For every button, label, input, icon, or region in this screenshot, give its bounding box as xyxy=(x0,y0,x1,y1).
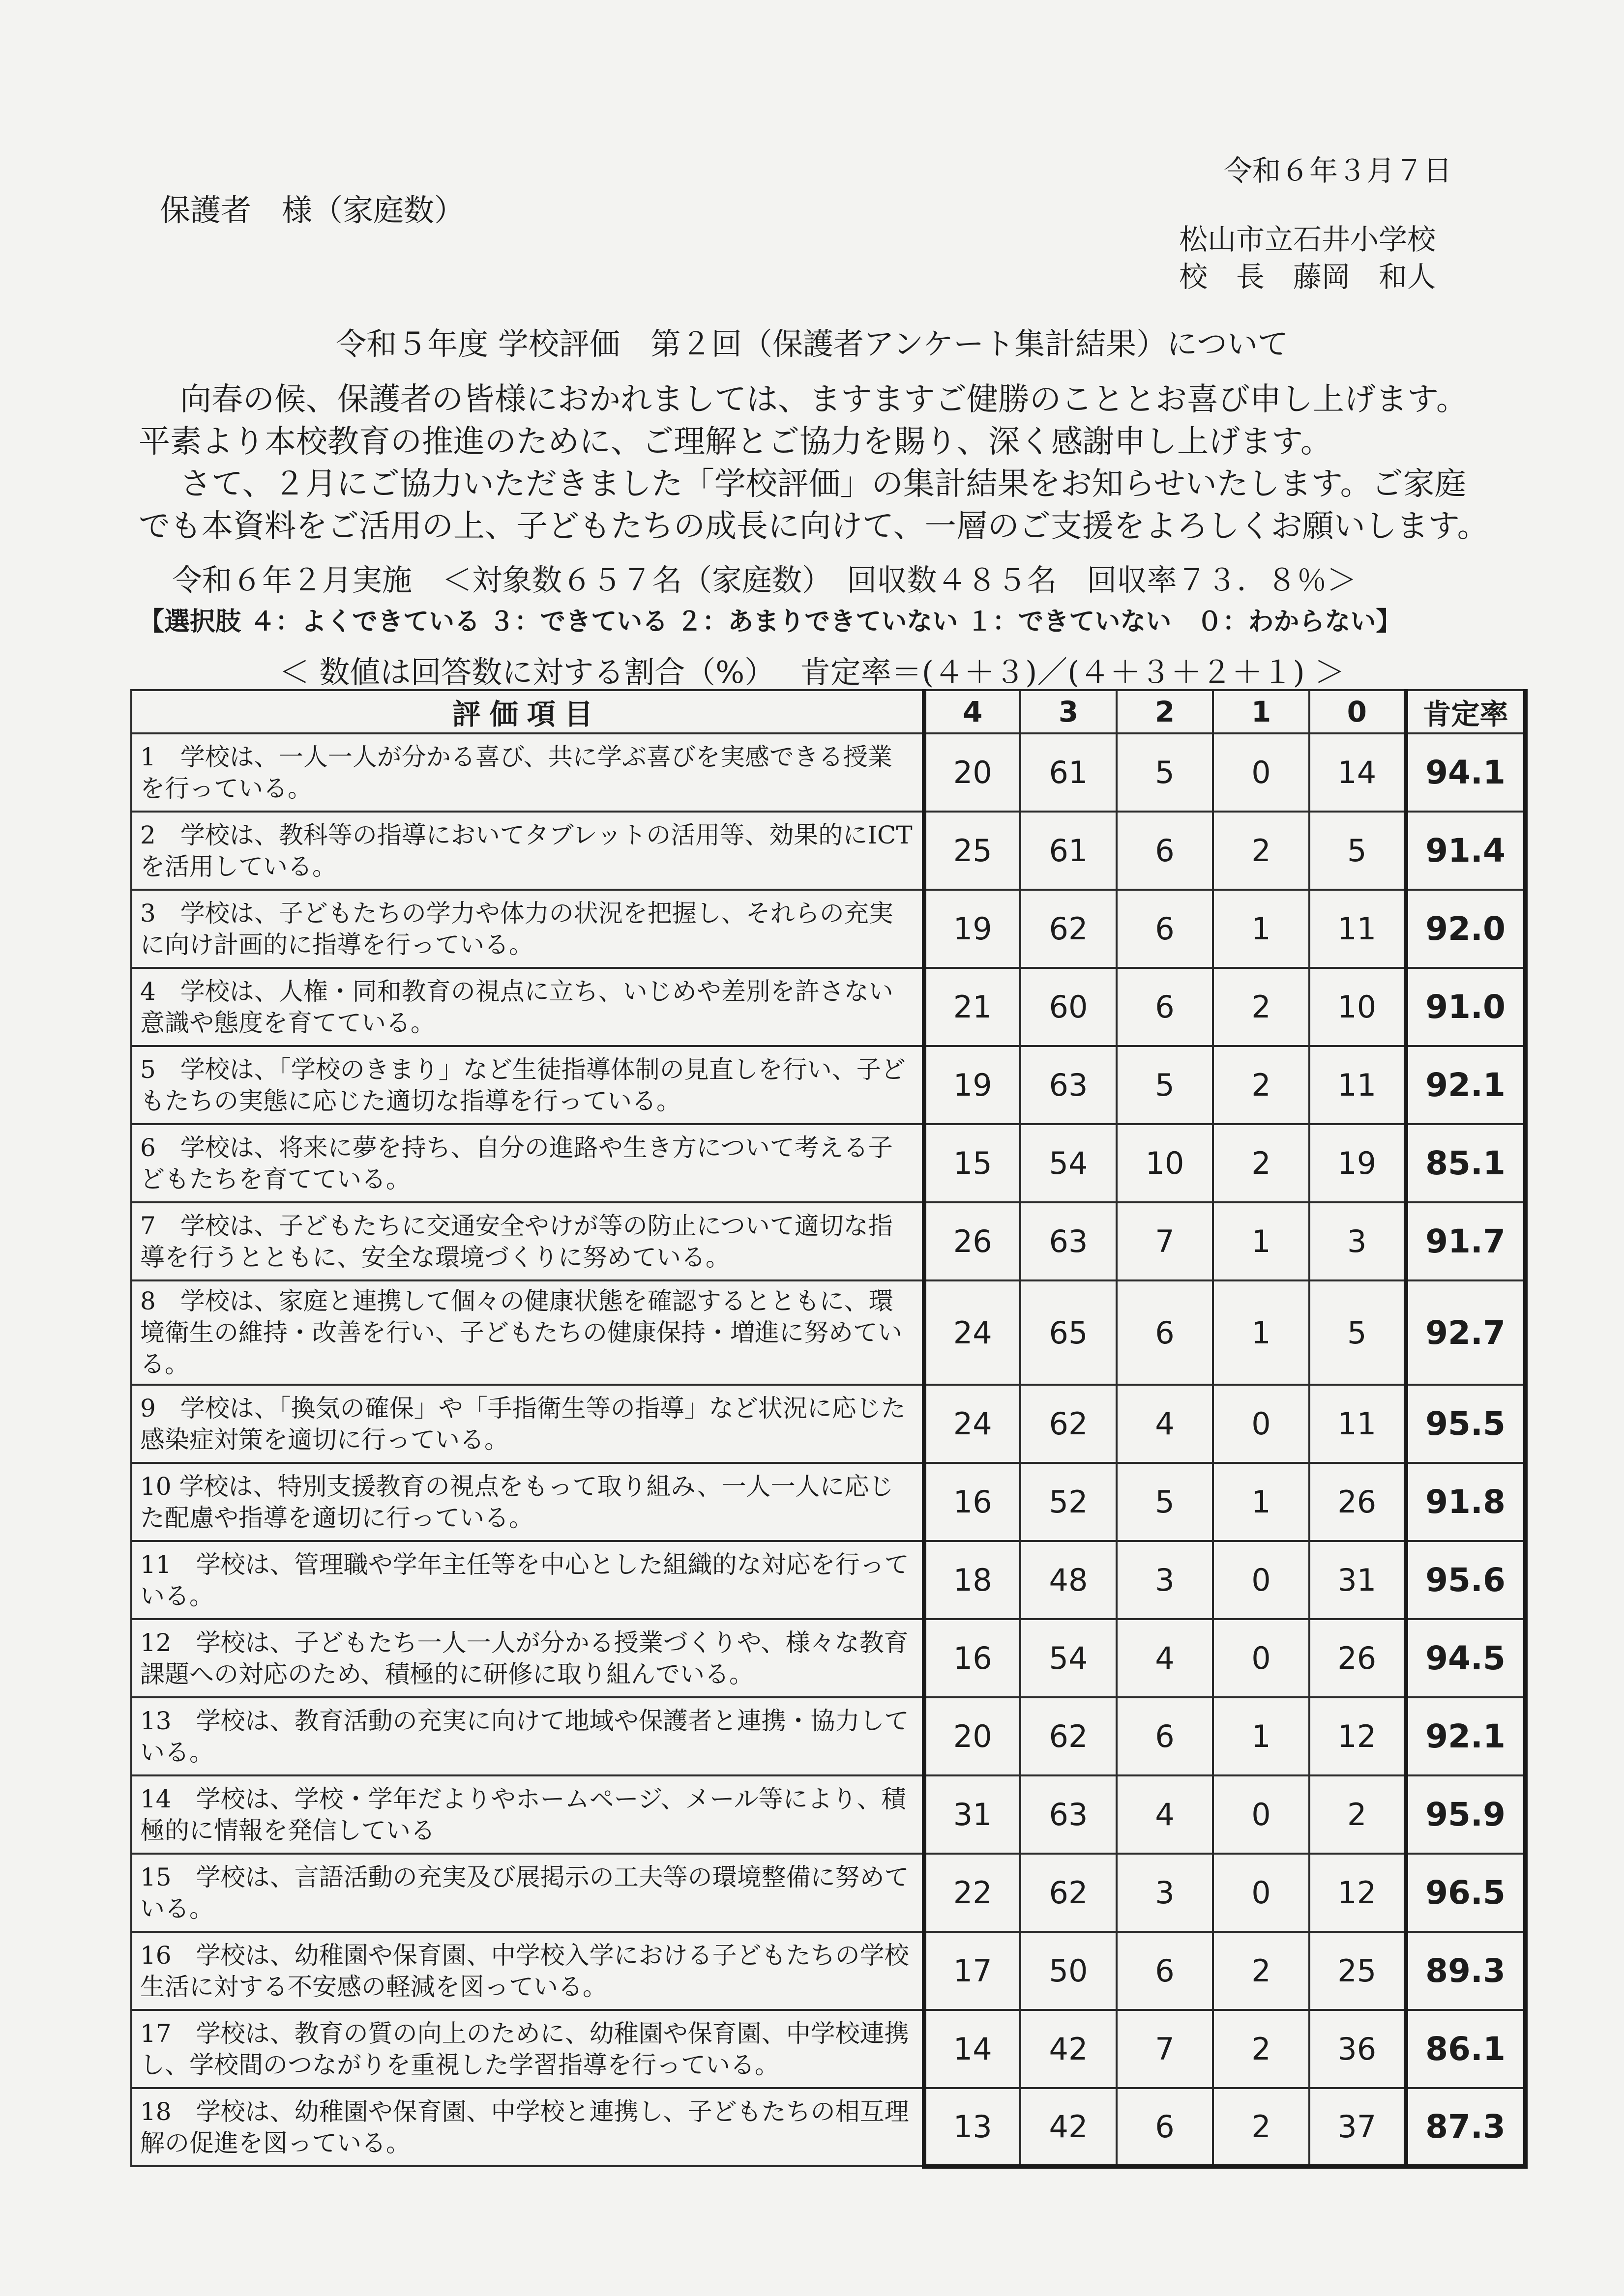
score-2-cell: 5 xyxy=(1117,733,1213,812)
score-2-cell: 3 xyxy=(1117,1854,1213,1932)
score-2-cell: 6 xyxy=(1117,1280,1213,1385)
score-2-cell: 4 xyxy=(1117,1385,1213,1463)
positive-rate-cell: 95.9 xyxy=(1406,1775,1525,1854)
evaluation-item-cell: 4 学校は、人権・同和教育の視点に立ち、いじめや差別を許さない意識や態度を育てている。 xyxy=(131,968,924,1046)
survey-info: 令和６年２月実施 ＜対象数６５７名（家庭数） 回収数４８５名 回収率７３．８％＞ xyxy=(172,563,1357,598)
header-score-1: 1 xyxy=(1213,690,1309,733)
score-4-cell: 14 xyxy=(924,2010,1020,2088)
score-1-cell: 0 xyxy=(1213,1854,1309,1932)
positive-rate-cell: 92.1 xyxy=(1406,1697,1525,1775)
score-2-cell: 7 xyxy=(1117,1202,1213,1280)
table-row xyxy=(131,1280,1525,1385)
score-0-cell: 2 xyxy=(1309,1775,1406,1854)
positive-rate-cell: 91.7 xyxy=(1406,1202,1525,1280)
score-3-cell: 65 xyxy=(1020,1280,1117,1385)
score-1-cell: 2 xyxy=(1213,1932,1309,2010)
score-2-cell: 10 xyxy=(1117,1124,1213,1202)
table-row xyxy=(131,1541,1525,1619)
positive-rate-cell: 95.6 xyxy=(1406,1541,1525,1619)
positive-rate-cell: 87.3 xyxy=(1406,2088,1525,2166)
score-2-cell: 7 xyxy=(1117,2010,1213,2088)
ratio-note: ＜ 数値は回答数に対する割合（%） 肯定率＝(４＋３)／(４＋３＋２＋１) ＞ xyxy=(279,654,1345,690)
table-row xyxy=(131,1619,1525,1697)
evaluation-item-cell: 18 学校は、幼稚園や保育園、中学校と連携し、子どもたちの相互理解の促進を図っている。 xyxy=(131,2088,924,2166)
document-title: 令和５年度 学校評価 第２回（保護者アンケート集計結果）について xyxy=(336,326,1288,362)
table-header-row xyxy=(131,690,1525,733)
table-row xyxy=(131,890,1525,968)
score-4-cell: 20 xyxy=(924,1697,1020,1775)
header-score-2: 2 xyxy=(1117,690,1213,733)
table-row xyxy=(131,1124,1525,1202)
positive-rate-cell: 94.5 xyxy=(1406,1619,1525,1697)
score-2-cell: 5 xyxy=(1117,1463,1213,1541)
score-1-cell: 2 xyxy=(1213,1046,1309,1124)
table-row xyxy=(131,733,1525,812)
positive-rate-cell: 89.3 xyxy=(1406,1932,1525,2010)
evaluation-item-cell: 9 学校は、「換気の確保」や「手指衛生等の指導」など状況に応じた感染症対策を適切に行っている。 xyxy=(131,1385,924,1463)
table-row xyxy=(131,1775,1525,1854)
evaluation-item-cell: 2 学校は、教科等の指導においてタブレットの活用等、効果的にICTを活用している。 xyxy=(131,812,924,890)
score-1-cell: 1 xyxy=(1213,1280,1309,1385)
score-3-cell: 48 xyxy=(1020,1541,1117,1619)
evaluation-item-cell: 5 学校は、「学校のきまり」など生徒指導体制の見直しを行い、子どもたちの実態に応じた適切な指導を行っている。 xyxy=(131,1046,924,1124)
score-4-cell: 16 xyxy=(924,1619,1020,1697)
score-2-cell: 6 xyxy=(1117,2088,1213,2166)
score-1-cell: 1 xyxy=(1213,890,1309,968)
score-1-cell: 2 xyxy=(1213,1124,1309,1202)
notice-paragraph: さて、２月にご協力いただきました「学校評価」の集計結果をお知らせいたします。ご家庭でも本資料をご活用の上、子どもたちの成長に向けて、一層のご支援をよろしくお願いします。 xyxy=(139,466,1489,545)
score-3-cell: 52 xyxy=(1020,1463,1117,1541)
positive-rate-cell: 91.4 xyxy=(1406,812,1525,890)
score-3-cell: 62 xyxy=(1020,1854,1117,1932)
evaluation-item-cell: 11 学校は、管理職や学年主任等を中心とした組織的な対応を行っている。 xyxy=(131,1541,924,1619)
score-0-cell: 25 xyxy=(1309,1932,1406,2010)
score-3-cell: 62 xyxy=(1020,890,1117,968)
score-0-cell: 19 xyxy=(1309,1124,1406,1202)
evaluation-item-cell: 12 学校は、子どもたち一人一人が分かる授業づくりや、様々な教育課題への対応のため、積極的に研修に取り組んでいる。 xyxy=(131,1619,924,1697)
evaluation-item-cell: 6 学校は、将来に夢を持ち、自分の進路や生き方について考える子どもたちを育てている。 xyxy=(131,1124,924,1202)
positive-rate-cell: 95.5 xyxy=(1406,1385,1525,1463)
score-0-cell: 12 xyxy=(1309,1697,1406,1775)
table-row xyxy=(131,1697,1525,1775)
score-1-cell: 1 xyxy=(1213,1697,1309,1775)
document-date: 令和６年３月７日 xyxy=(1223,154,1452,187)
recipient: 保護者 様（家庭数） xyxy=(160,192,465,228)
score-4-cell: 13 xyxy=(924,2088,1020,2166)
score-0-cell: 11 xyxy=(1309,890,1406,968)
header-score-3: 3 xyxy=(1020,690,1117,733)
positive-rate-cell: 92.0 xyxy=(1406,890,1525,968)
evaluation-item-cell: 3 学校は、子どもたちの学力や体力の状況を把握し、それらの充実に向け計画的に指導を行っている。 xyxy=(131,890,924,968)
table-row xyxy=(131,1046,1525,1124)
score-4-cell: 21 xyxy=(924,968,1020,1046)
table-row xyxy=(131,2010,1525,2088)
score-3-cell: 42 xyxy=(1020,2010,1117,2088)
score-4-cell: 20 xyxy=(924,733,1020,812)
score-0-cell: 11 xyxy=(1309,1046,1406,1124)
score-2-cell: 5 xyxy=(1117,1046,1213,1124)
positive-rate-cell: 91.8 xyxy=(1406,1463,1525,1541)
score-0-cell: 31 xyxy=(1309,1541,1406,1619)
header-score-0: 0 xyxy=(1309,690,1406,733)
score-1-cell: 0 xyxy=(1213,1619,1309,1697)
score-3-cell: 54 xyxy=(1020,1124,1117,1202)
score-4-cell: 26 xyxy=(924,1202,1020,1280)
evaluation-item-cell: 17 学校は、教育の質の向上のために、幼稚園や保育園、中学校連携し、学校間のつながりを重視した学習指導を行っている。 xyxy=(131,2010,924,2088)
greeting-paragraph: 向春の候、保護者の皆様におかれましては、ますますご健勝のこととお喜び申し上げます。平素より本校教育の推進のために、ご理解とご協力を賜り、深く感謝申し上げます。 xyxy=(139,381,1468,460)
score-0-cell: 5 xyxy=(1309,812,1406,890)
score-3-cell: 50 xyxy=(1020,1932,1117,2010)
table-row xyxy=(131,1463,1525,1541)
header-evaluation-item: 評価項目 xyxy=(131,690,924,733)
score-3-cell: 54 xyxy=(1020,1619,1117,1697)
score-1-cell: 2 xyxy=(1213,812,1309,890)
score-3-cell: 42 xyxy=(1020,2088,1117,2166)
score-1-cell: 0 xyxy=(1213,1541,1309,1619)
score-0-cell: 12 xyxy=(1309,1854,1406,1932)
table-row xyxy=(131,1854,1525,1932)
evaluation-item-cell: 7 学校は、子どもたちに交通安全やけが等の防止について適切な指導を行うとともに、安全な環境づくりに努めている。 xyxy=(131,1202,924,1280)
score-4-cell: 17 xyxy=(924,1932,1020,2010)
score-0-cell: 5 xyxy=(1309,1280,1406,1385)
evaluation-item-cell: 13 学校は、教育活動の充実に向けて地域や保護者と連携・協力している。 xyxy=(131,1697,924,1775)
evaluation-item-cell: 16 学校は、幼稚園や保育園、中学校入学における子どもたちの学校生活に対する不安感の軽減を図っている。 xyxy=(131,1932,924,2010)
positive-rate-cell: 86.1 xyxy=(1406,2010,1525,2088)
score-4-cell: 16 xyxy=(924,1463,1020,1541)
evaluation-item-cell: 14 学校は、学校・学年だよりやホームページ、メール等により、積極的に情報を発信している xyxy=(131,1775,924,1854)
score-1-cell: 2 xyxy=(1213,2088,1309,2166)
positive-rate-cell: 92.7 xyxy=(1406,1280,1525,1385)
evaluation-item-cell: 10 学校は、特別支援教育の視点をもって取り組み、一人一人に応じた配慮や指導を適切に行っている。 xyxy=(131,1463,924,1541)
score-4-cell: 15 xyxy=(924,1124,1020,1202)
score-2-cell: 6 xyxy=(1117,812,1213,890)
positive-rate-cell: 96.5 xyxy=(1406,1854,1525,1932)
score-2-cell: 6 xyxy=(1117,1697,1213,1775)
table-row xyxy=(131,1385,1525,1463)
score-1-cell: 1 xyxy=(1213,1202,1309,1280)
score-0-cell: 11 xyxy=(1309,1385,1406,1463)
score-0-cell: 3 xyxy=(1309,1202,1406,1280)
score-0-cell: 10 xyxy=(1309,968,1406,1046)
score-4-cell: 24 xyxy=(924,1385,1020,1463)
score-1-cell: 1 xyxy=(1213,1463,1309,1541)
table-row xyxy=(131,2088,1525,2166)
positive-rate-cell: 91.0 xyxy=(1406,968,1525,1046)
score-2-cell: 3 xyxy=(1117,1541,1213,1619)
positive-rate-cell: 92.1 xyxy=(1406,1046,1525,1124)
score-4-cell: 22 xyxy=(924,1854,1020,1932)
choices-legend: 【選択肢 ４：よくできている ３：できている ２：あまりできていない １：できていない ０：わからない】 xyxy=(139,607,1402,637)
score-2-cell: 4 xyxy=(1117,1775,1213,1854)
table-row xyxy=(131,1202,1525,1280)
header-positive-rate: 肯定率 xyxy=(1406,690,1525,733)
score-3-cell: 63 xyxy=(1020,1202,1117,1280)
evaluation-item-cell: 1 学校は、一人一人が分かる喜び、共に学ぶ喜びを実感できる授業を行っている。 xyxy=(131,733,924,812)
school-name: 松山市立石井小学校 xyxy=(1179,223,1436,256)
score-1-cell: 0 xyxy=(1213,1385,1309,1463)
positive-rate-cell: 94.1 xyxy=(1406,733,1525,812)
score-4-cell: 19 xyxy=(924,890,1020,968)
score-0-cell: 37 xyxy=(1309,2088,1406,2166)
score-2-cell: 6 xyxy=(1117,1932,1213,2010)
score-4-cell: 25 xyxy=(924,812,1020,890)
score-2-cell: 4 xyxy=(1117,1619,1213,1697)
score-3-cell: 63 xyxy=(1020,1046,1117,1124)
score-3-cell: 63 xyxy=(1020,1775,1117,1854)
score-4-cell: 19 xyxy=(924,1046,1020,1124)
score-0-cell: 14 xyxy=(1309,733,1406,812)
score-1-cell: 2 xyxy=(1213,2010,1309,2088)
score-3-cell: 62 xyxy=(1020,1385,1117,1463)
table-row xyxy=(131,1932,1525,2010)
score-1-cell: 0 xyxy=(1213,1775,1309,1854)
table-row xyxy=(131,968,1525,1046)
evaluation-item-cell: 15 学校は、言語活動の充実及び展掲示の工夫等の環境整備に努めている。 xyxy=(131,1854,924,1932)
table-row xyxy=(131,812,1525,890)
positive-rate-cell: 85.1 xyxy=(1406,1124,1525,1202)
score-3-cell: 62 xyxy=(1020,1697,1117,1775)
score-2-cell: 6 xyxy=(1117,968,1213,1046)
score-0-cell: 26 xyxy=(1309,1463,1406,1541)
score-1-cell: 2 xyxy=(1213,968,1309,1046)
header-score-4: 4 xyxy=(924,690,1020,733)
score-2-cell: 6 xyxy=(1117,890,1213,968)
principal-name: 校 長 藤岡 和人 xyxy=(1179,260,1436,293)
score-4-cell: 24 xyxy=(924,1280,1020,1385)
score-3-cell: 61 xyxy=(1020,733,1117,812)
score-3-cell: 61 xyxy=(1020,812,1117,890)
score-3-cell: 60 xyxy=(1020,968,1117,1046)
score-0-cell: 26 xyxy=(1309,1619,1406,1697)
score-0-cell: 36 xyxy=(1309,2010,1406,2088)
score-1-cell: 0 xyxy=(1213,733,1309,812)
score-4-cell: 31 xyxy=(924,1775,1020,1854)
results-table xyxy=(130,689,1528,2169)
evaluation-item-cell: 8 学校は、家庭と連携して個々の健康状態を確認するとともに、環境衛生の維持・改善を行い、子どもたちの健康保持・増進に努めている。 xyxy=(131,1280,924,1385)
score-4-cell: 18 xyxy=(924,1541,1020,1619)
